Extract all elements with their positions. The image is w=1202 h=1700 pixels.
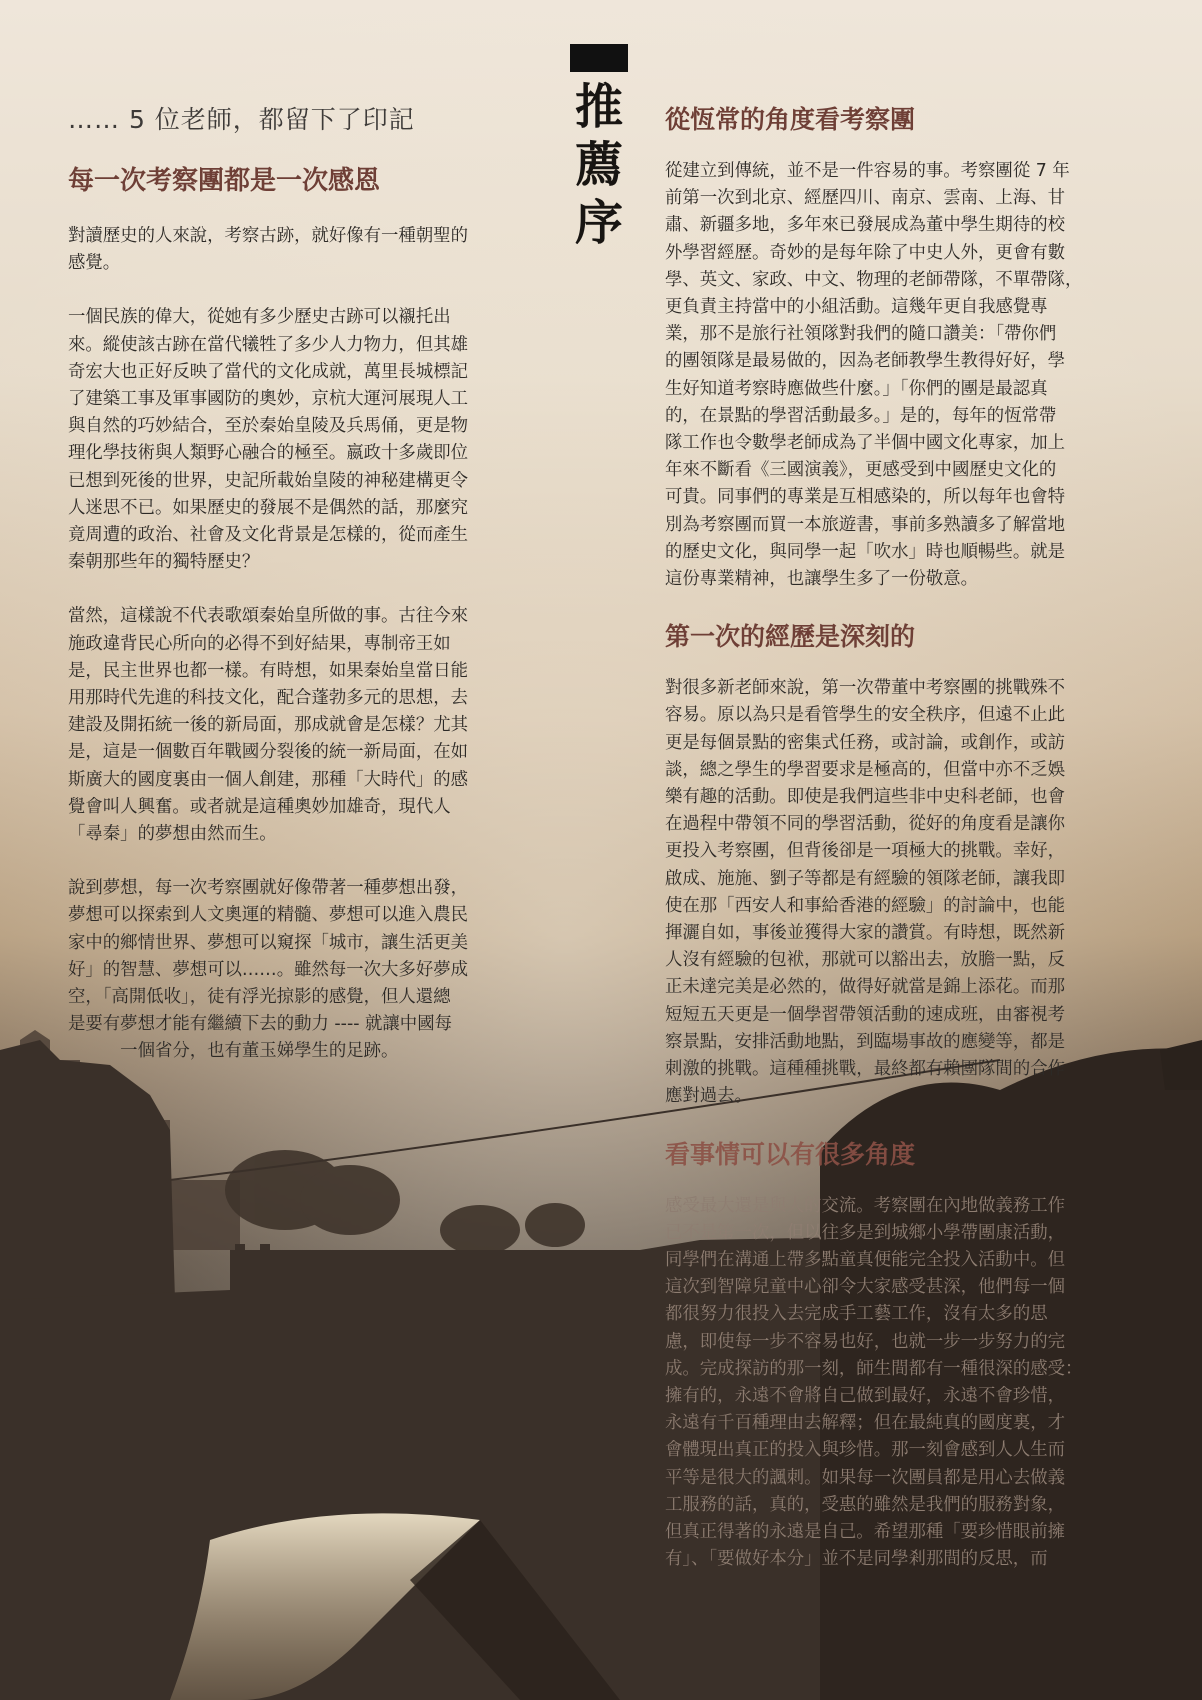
left-paragraph: 說到夢想，每一次考察團就好像帶著一種夢想出發， 夢想可以探索到人文奧運的精髓、夢想可以進入農民 家中的鄉情世界、夢想可以窺探「城市，讓生活更美 好」的智慧、夢想可以……。雖然每一次大多好夢成 空，「高開低收」，徒有浮光掠影的感覺，但人還總 是要有夢想才能有繼續下去的動力 ---- 就讓中國每 一個省分，也有董玉娣學生的足跡。 bbox=[68, 878, 468, 1062]
left-heading: 每一次考察團都是一次感恩 bbox=[68, 166, 381, 196]
left-paragraph: 對讀歷史的人來說，考察古跡，就好像有一種朝聖的 感覺。 bbox=[68, 226, 468, 274]
left-column bbox=[68, 100, 540, 1093]
right-heading-2: 第一次的經歷是深刻的 bbox=[665, 622, 916, 652]
kicker: …… 5 位老師，都留下了印記 bbox=[68, 105, 415, 134]
title-bar bbox=[570, 44, 628, 72]
right-paragraph-3: 感受最大還是與人的交流。考察團在內地做義務工作 已不是第一次，但以往多是到城鄉小學帶團康活動， 同學們在溝通上帶多點童真便能完全投入活動中。但 這次到智障兒童中心卻令大家感受甚深，他們每一個 都很努力很投入去完成手工藝工作，沒有太多的思 慮，即使每一步不容易也好，也就一步一步努力的完 成。完成探訪的那一刻，師生間都有一種很深的感受： 擁有的，永遠不會將自己做到最好，永遠不會珍惜， 永遠有千百種理由去解釋；但在最純真的國度裏，才 會體現出真正的投入與珍惜。那一刻會感到人人生而 平等是很大的諷刺。如果每一次團員都是用心去做義 工服務的話，真的，受惠的雖然是我們的服務對象， 但真正得著的永遠是自己。希望那種「要珍惜眼前擁 有」、「要做好本分」並不是同學剎那間的反思，而 bbox=[665, 1195, 1083, 1570]
vertical-title-block bbox=[570, 44, 630, 252]
right-heading-1: 從恆常的角度看考察團 bbox=[665, 105, 916, 134]
right-column bbox=[665, 100, 1135, 1597]
right-heading-3: 看事情可以有很多角度 bbox=[665, 1139, 916, 1169]
right-paragraph-2: 對很多新老師來說，第一次帶董中考察團的挑戰殊不 容易。原以為只是看管學生的安全秩序，但遠不止此 更是每個景點的密集式任務，或討論，或創作，或訪 談，總之學生的學習要求是極高的，但當中亦不乏娛 樂有趣的活動。即使是我們這些非中史科老師，也會 在過程中帶領不同的學習活動，從好的角度看是讓你 更投入考察團，但背後卻是一項極大的挑戰。幸好， 啟成、施施、劉子等都是有經驗的領隊老師，讓我即 使在那「西安人和事給香港的經驗」的討論中，也能 揮灑自如，事後並獲得大家的讚賞。有時想，既然新 人沒有經驗的包袱，那就可以豁出去，放膽一點，反 正未達完美是必然的，做得好就當是錦上添花。而那 短短五天更是一個學習帶領活動的速成班，由審視考 察景點，安排活動地點，到臨場事故的應變等，都是 刺激的挑戰。這種種挑戰，最終都有賴團隊間的合作 應對過去。 bbox=[665, 678, 1065, 1107]
right-paragraph-1: 從建立到傳統，並不是一件容易的事。考察團從 7 年 前第一次到北京、經歷四川、南京、雲南、上海、甘 肅、新疆多地，多年來已發展成為董中學生期待的校 外學習經歷。奇妙的是每年除了中史人外，更會有數 學、英文、家政、中文、物理的老師帶隊，不單帶隊， 更負責主持當中的小組活動。這幾年更自我感覺專 業，那不是旅行社領隊對我們的隨口讚美：「帶你們 的團領隊是最易做的，因為老師教學生教得好好，學 生好知道考察時應做些什麼。」「你們的團是最認真 的，在景點的學習活動最多。」是的，每年的恆常帶 隊工作也令數學老師成為了半個中國文化專家，加上 年來不斷看《三國演義》，更感受到中國歷史文化的 可貴。同事們的專業是互相感染的，所以每年也會特 別為考察團而買一本旅遊書，事前多熟讀多了解當地 的歷史文化，與同學一起「吹水」時也順暢些。就是 這份專業精神，也讓學生多了一份敬意。 bbox=[665, 161, 1083, 590]
left-paragraph: 一個民族的偉大，從她有多少歷史古跡可以襯托出 來。縱使該古跡在當代犧牲了多少人力物力，但其雄 奇宏大也正好反映了當代的文化成就，萬里長城標記 了建築工事及軍事國防的奧妙，京杭大運河展現人工 與自然的巧妙結合，至於秦始皇陵及兵馬俑，更是物 理化學技術與人類野心融合的極至。嬴政十多歲即位 已想到死後的世界，史記所載始皇陵的神秘建構更令 人迷思不已。如果歷史的發展不是偶然的話，那麼究 竟周遭的政治、社會及文化背景是怎樣的，從而產生 秦朝那些年的獨特歷史？ bbox=[68, 307, 468, 573]
vertical-title: 推薦序 bbox=[574, 79, 623, 251]
left-paragraph: 當然，這樣說不代表歌頌秦始皇所做的事。古往今來 施政違背民心所向的必得不到好結果，專制帝王如 是，民主世界也都一樣。有時想，如果秦始皇當日能 用那時代先進的科技文化，配合蓬勃多元的思想，去 建設及開拓統一後的新局面，那成就會是怎樣？尤其 是，這是一個數百年戰國分裂後的統一新局面，在如 斯廣大的國度裏由一個人創建，那種「大時代」的感 覺會叫人興奮。或者就是這種奧妙加雄奇，現代人 「尋秦」的夢想由然而生。 bbox=[68, 606, 468, 845]
